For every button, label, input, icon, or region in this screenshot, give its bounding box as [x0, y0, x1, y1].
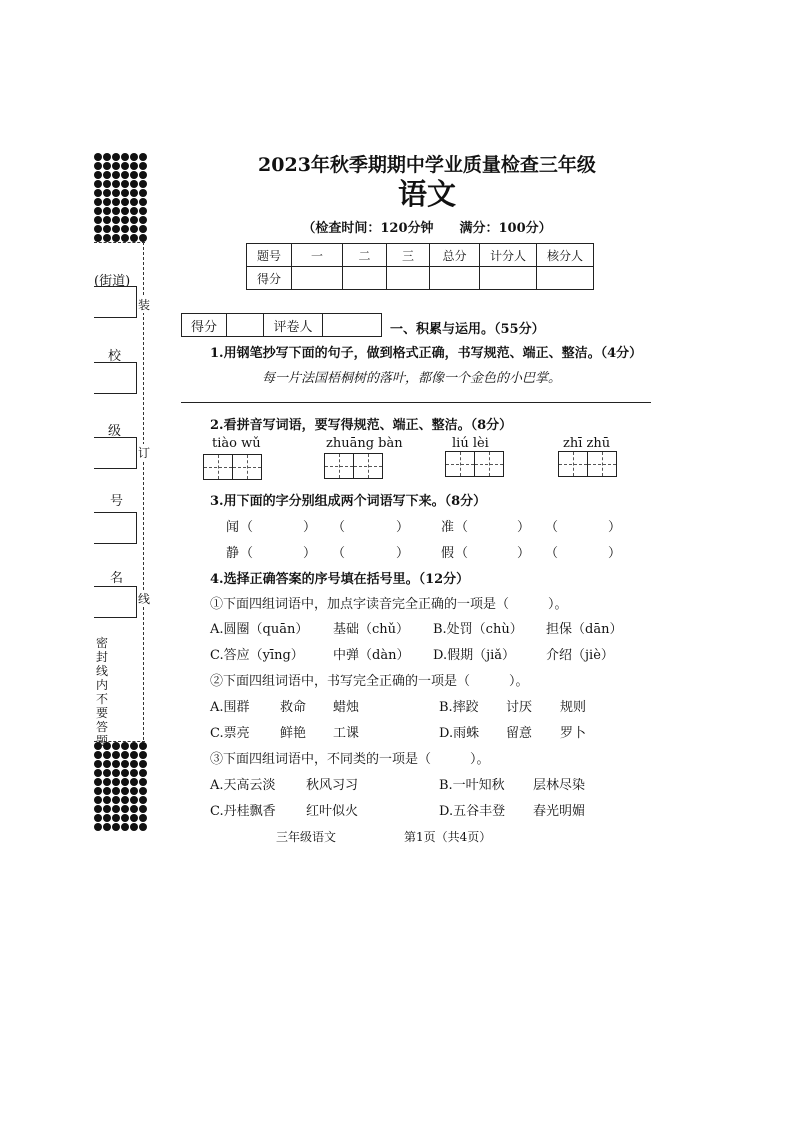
decorative-dot: [94, 823, 102, 831]
score-cell-3[interactable]: [387, 267, 430, 290]
decorative-dot: [112, 778, 120, 786]
exam-title: 2023年秋季期期中学业质量检查三年级: [258, 154, 596, 176]
decorative-dot: [130, 769, 138, 777]
pinyin-2: zhuāng bàn: [326, 436, 403, 451]
option-1d-1: D.假期（jiǎ）: [433, 648, 516, 663]
decorative-dot: [103, 805, 111, 813]
score-table-score-row: [247, 267, 594, 290]
q3-paren-close: ）: [517, 546, 531, 561]
decorative-dot: [112, 805, 120, 813]
decorative-dot: [112, 760, 120, 768]
binding-char-xian: 线: [138, 592, 151, 606]
field-box-school[interactable]: [94, 362, 137, 394]
sub-question-3: ③下面四组词语中，不同类的一项是（ ）。: [210, 752, 490, 767]
score-cell-total[interactable]: [430, 267, 480, 290]
question-3: 3.用下面的字分别组成两个词语写下来。（8分）: [210, 494, 487, 509]
decorative-dot: [130, 751, 138, 759]
q3-paren-open: （: [545, 546, 559, 561]
q3-paren-close: ）: [608, 546, 622, 561]
pinyin-4: zhī zhū: [563, 436, 611, 451]
grader-reviewer-label: 评卷人: [264, 314, 323, 337]
field-label-street: (街道): [94, 274, 131, 289]
q3-paren-open: （: [545, 520, 559, 535]
field-box-street[interactable]: [94, 286, 137, 318]
option-1b-2: 担保（dān）: [546, 622, 623, 637]
decorative-dot: [139, 742, 147, 750]
decorative-dot: [112, 823, 120, 831]
q3-char-zhun: 准: [441, 520, 455, 535]
decorative-dot: [94, 769, 102, 777]
question-2: 2.看拼音写词语，要写得规范、端正、整洁。（8分）: [210, 418, 513, 433]
writing-grid-1[interactable]: [203, 454, 262, 480]
decorative-dot: [139, 769, 147, 777]
writing-grid-3[interactable]: [445, 451, 504, 477]
option-2b-1: B.摔跤: [439, 700, 479, 715]
decorative-dot: [103, 778, 111, 786]
decorative-dot: [103, 760, 111, 768]
decorative-dot: [130, 796, 138, 804]
q3-paren-open: （: [332, 520, 346, 535]
decorative-dot: [139, 751, 147, 759]
field-label-class: 级: [108, 424, 122, 439]
decorative-dot: [130, 805, 138, 813]
decorative-dot: [94, 796, 102, 804]
option-2d-2: 留意: [506, 726, 533, 741]
option-2b-2: 讨厌: [506, 700, 533, 715]
option-3d-2: 春光明媚: [533, 804, 586, 819]
decorative-dot: [139, 814, 147, 822]
option-1c-1: C.答应（yīng）: [210, 648, 304, 663]
decorative-dot: [112, 742, 120, 750]
field-label-name: 名: [110, 571, 124, 586]
section1-title: 一、积累与运用。（55分）: [390, 322, 545, 337]
binding-char-ding: 订: [138, 446, 151, 460]
decorative-dot: [121, 814, 129, 822]
decorative-dot: [103, 751, 111, 759]
q3-char-jing: 静: [226, 546, 240, 561]
decorative-dot: [130, 823, 138, 831]
decorative-dot: [103, 823, 111, 831]
decorative-dot: [121, 823, 129, 831]
pinyin-1: tiào wǔ: [212, 436, 261, 451]
decorative-dot: [112, 751, 120, 759]
sub-question-1: ①下面四组词语中，加点字读音完全正确的一项是（ ）。: [210, 597, 568, 612]
decorative-dot: [121, 787, 129, 795]
option-2d-1: D.雨蛛: [439, 726, 480, 741]
grader-table: [181, 313, 382, 337]
decorative-dot: [121, 769, 129, 777]
score-header-cell: 总分: [430, 244, 480, 267]
option-3b-2: 层林尽染: [533, 778, 586, 793]
field-box-class[interactable]: [94, 437, 137, 469]
decorative-dot: [139, 796, 147, 804]
decorative-dot: [94, 814, 102, 822]
decorative-dot: [94, 778, 102, 786]
field-label-number: 号: [110, 494, 124, 509]
score-cell-scorer[interactable]: [480, 267, 537, 290]
option-2b-3: 规则: [560, 700, 587, 715]
q3-paren-open: （: [332, 546, 346, 561]
dot-pattern-bottom: [94, 742, 148, 832]
score-header-cell: 核分人: [537, 244, 594, 267]
question-1-sentence: 每一片法国梧桐树的落叶，都像一个金色的小巴掌。: [262, 371, 562, 386]
q3-paren-open: （: [240, 520, 254, 535]
option-1a-2: 基础（chǔ）: [333, 622, 410, 637]
grader-score-cell[interactable]: [227, 314, 264, 337]
decorative-dot: [103, 769, 111, 777]
grader-reviewer-cell[interactable]: [323, 314, 382, 337]
option-2a-3: 蜡烛: [333, 700, 360, 715]
decorative-dot: [139, 778, 147, 786]
grader-score-label: 得分: [182, 314, 227, 337]
option-2a-1: A.围群: [210, 700, 250, 715]
option-3b-1: B.一叶知秋: [439, 778, 505, 793]
exam-info: （检查时间：120分钟 满分：100分）: [302, 221, 552, 236]
decorative-dot: [103, 814, 111, 822]
question-1: 1.用钢笔抄写下面的句子，做到格式正确，书写规范、端正、整洁。（4分）: [210, 346, 643, 361]
q3-paren-close: ）: [608, 520, 622, 535]
option-3d-1: D.五谷丰登: [439, 804, 506, 819]
field-label-school: 校: [108, 349, 122, 364]
q3-paren-close: ）: [517, 520, 531, 535]
binding-char-zhuang: 装: [138, 298, 151, 312]
decorative-dot: [139, 823, 147, 831]
decorative-dot: [121, 742, 129, 750]
decorative-dot: [94, 787, 102, 795]
option-1b-1: B.处罚（chù）: [433, 622, 523, 637]
q3-paren-close: ）: [303, 546, 317, 561]
q3-char-wen: 闻: [226, 520, 240, 535]
option-2c-2: 鲜艳: [280, 726, 307, 741]
decorative-dot: [121, 751, 129, 759]
decorative-dot: [94, 760, 102, 768]
writing-grid-4[interactable]: [558, 451, 617, 477]
field-box-number[interactable]: [94, 512, 137, 544]
field-box-name[interactable]: [94, 586, 137, 618]
option-3a-2: 秋风习习: [306, 778, 359, 793]
option-3a-1: A.天高云淡: [210, 778, 276, 793]
seal-note: 密封线内不要答题: [96, 636, 109, 748]
score-cell-1[interactable]: [292, 267, 343, 290]
decorative-dot: [121, 805, 129, 813]
option-3c-2: 红叶似火: [306, 804, 359, 819]
option-2c-1: C.票亮: [210, 726, 250, 741]
decorative-dot: [130, 814, 138, 822]
decorative-dot: [103, 796, 111, 804]
score-header-cell: 二: [343, 244, 387, 267]
score-table-header-row: [247, 244, 594, 267]
footer-subject: 三年级语文: [276, 830, 337, 844]
decorative-dot: [130, 742, 138, 750]
option-1a-1: A.圆圈（quān）: [210, 622, 309, 637]
score-cell-checker[interactable]: [537, 267, 594, 290]
decorative-dot: [139, 760, 147, 768]
decorative-dot: [112, 787, 120, 795]
seal-cut-line: [143, 242, 144, 740]
decorative-dot: [130, 760, 138, 768]
subject-title: 语文: [397, 177, 456, 211]
decorative-dot: [112, 814, 120, 822]
option-2a-2: 救命: [280, 700, 307, 715]
decorative-dot: [130, 787, 138, 795]
score-header-cell: 三: [387, 244, 430, 267]
pinyin-3: liú lèi: [452, 436, 489, 451]
option-1c-2: 中弹（dàn）: [333, 648, 410, 663]
option-1d-2: 介绍（jiè）: [546, 648, 614, 663]
q3-paren-close: ）: [303, 520, 317, 535]
decorative-dot: [112, 796, 120, 804]
q3-char-jia: 假: [441, 546, 455, 561]
question-4: 4.选择正确答案的序号填在括号里。（12分）: [210, 572, 470, 587]
q3-paren-close: ）: [396, 546, 410, 561]
writing-grid-2[interactable]: [324, 453, 383, 479]
score-table: [246, 243, 594, 290]
grader-row: [182, 314, 382, 337]
decorative-dot: [139, 805, 147, 813]
decorative-dot: [121, 778, 129, 786]
score-header-cell: 题号: [247, 244, 292, 267]
decorative-dot: [139, 787, 147, 795]
q3-paren-open: （: [240, 546, 254, 561]
decorative-dot: [94, 751, 102, 759]
q3-paren-open: （: [455, 546, 469, 561]
score-header-cell: 计分人: [480, 244, 537, 267]
option-2d-3: 罗卜: [560, 726, 587, 741]
option-3c-1: C.丹桂飘香: [210, 804, 276, 819]
decorative-dot: [103, 787, 111, 795]
score-header-cell: 一: [292, 244, 343, 267]
option-2c-3: 工课: [333, 726, 360, 741]
copy-line[interactable]: [181, 402, 651, 403]
decorative-dot: [94, 805, 102, 813]
score-row-label: 得分: [247, 267, 292, 290]
decorative-dot: [130, 778, 138, 786]
decorative-dot: [121, 796, 129, 804]
q3-paren-open: （: [455, 520, 469, 535]
score-cell-2[interactable]: [343, 267, 387, 290]
decorative-dot: [112, 769, 120, 777]
footer-page-number: 第1页（共4页）: [404, 830, 492, 844]
q3-paren-close: ）: [396, 520, 410, 535]
sub-question-2: ②下面四组词语中，书写完全正确的一项是（ ）。: [210, 674, 529, 689]
decorative-dot: [121, 760, 129, 768]
